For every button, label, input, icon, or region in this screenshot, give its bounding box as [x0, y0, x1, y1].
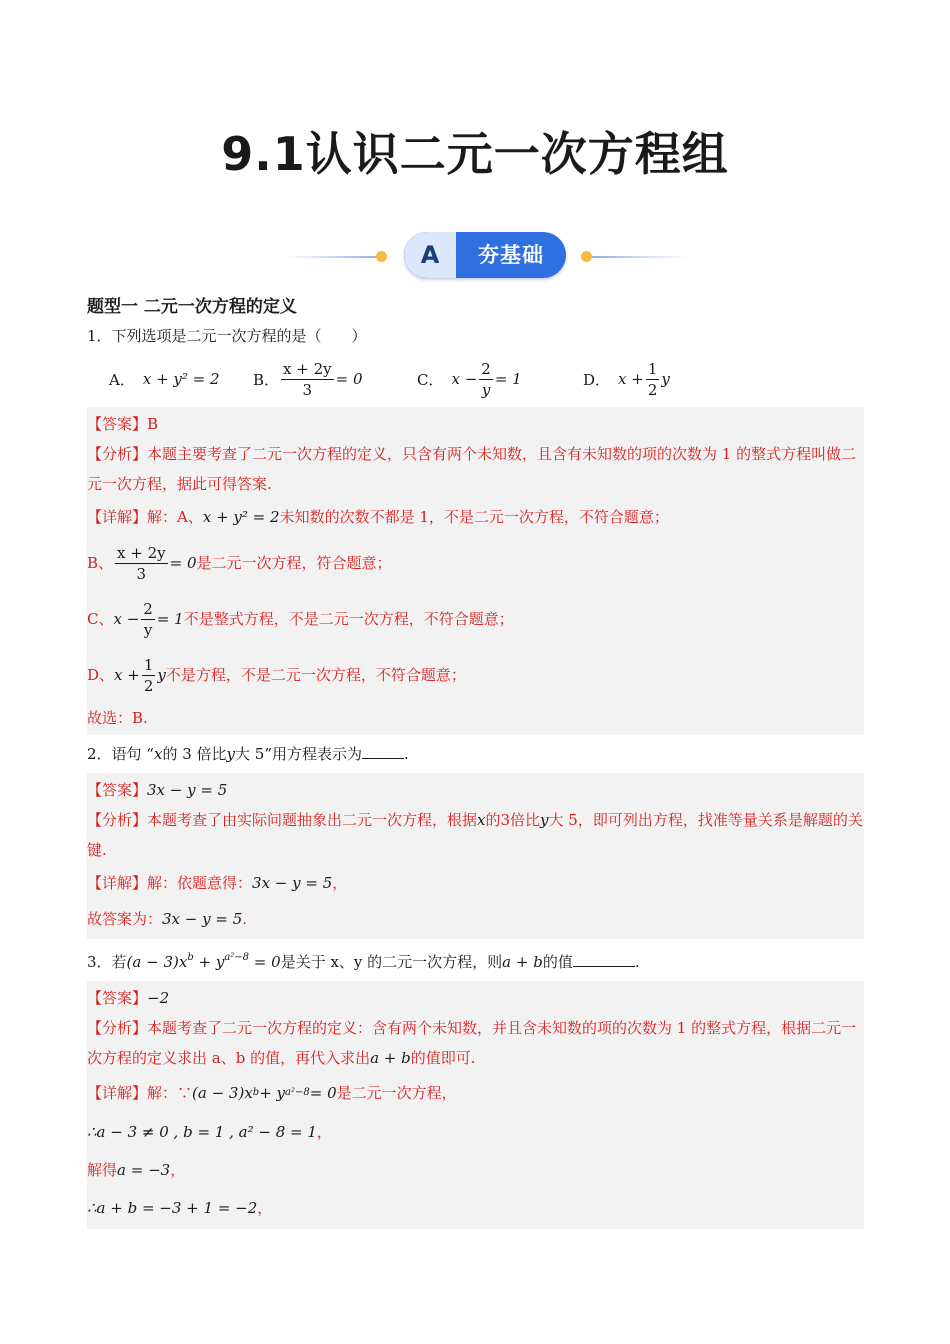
option-c-fraction: $\frac{2}{y}$: [481, 359, 491, 399]
answer-blank[interactable]: [362, 758, 404, 759]
q3-step-4: ∴a + b = −3 + 1 = −2 ，: [87, 1199, 273, 1217]
banner-label: 夯基础: [478, 243, 544, 267]
q3-analysis: 【分析】本题考查了二元一次方程的定义：含有两个未知数，并且含未知数的项的次数为 1 的整式方程，根据二元一次方程的定义求出 a、b 的值，再代入求出a + b的值即可.: [87, 1019, 857, 1067]
q3-step-3: 解得 a = −3 ，: [87, 1161, 186, 1179]
option-a-label: A．: [109, 370, 135, 389]
option-c-pre: x −: [451, 370, 478, 388]
option-d-pre: x +: [618, 370, 644, 388]
option-b-rest: = 0: [335, 370, 363, 388]
q1-detail-c: C、 x − $\frac{2}{y}$ = 1 不是整式方程，不是二元一次方程，不符合题意；: [87, 599, 514, 639]
option-d-fraction: $\frac{1}{2}$: [647, 359, 658, 399]
question-1-solution: [87, 407, 864, 735]
option-d-rest: y: [661, 370, 670, 388]
question-1-options: [87, 351, 864, 407]
q2-conclusion: 故答案为： 3x − y = 5 .: [87, 910, 248, 928]
q1-analysis: 【分析】本题主要考查了二元一次方程的定义，只含有两个未知数，且含有未知数的项的次数为 1 的整式方程叫做二元一次方程，据此可得答案.: [87, 445, 857, 493]
question-3-solution: [87, 981, 864, 1229]
q1-answer: 【答案】 B: [87, 415, 159, 433]
q1-conclusion: 故选：B.: [87, 709, 148, 727]
answer-blank[interactable]: [573, 966, 635, 967]
option-c-rest: = 1: [494, 370, 522, 388]
banner-line-left: [285, 256, 380, 258]
q1-detail-b: B、 $\frac{x + 2y}{3}$ = 0 是二元一次方程，符合题意；: [87, 543, 392, 583]
question-2-stem: 2．语句 “x的 3 倍比y大 5”用方程表示为 .: [87, 745, 409, 763]
question-1-stem: 1．下列选项是二元一次方程的是（ ）: [87, 327, 367, 345]
banner-line-right: [592, 256, 687, 258]
option-b-label: B．: [253, 370, 280, 389]
option-a-math: x + y² = 2: [142, 370, 220, 388]
page-title: 9.1认识二元一次方程组: [221, 127, 729, 181]
option-d: [583, 351, 670, 407]
q2-detail: 【详解】 解：依题意得： 3x − y = 5 ，: [87, 874, 348, 892]
option-b-fraction: $\frac{x + 2y}{3}$: [283, 359, 332, 399]
q3-detail: 【详解】 解：∵ (a − 3)x b + y a²−8 = 0 是二元一次方程，: [87, 1084, 457, 1102]
option-c: [417, 351, 522, 407]
option-d-label: D．: [583, 370, 611, 389]
banner-dot-right: [581, 251, 592, 262]
option-c-label: C．: [417, 370, 444, 389]
banner-dot-left: [376, 251, 387, 262]
q2-answer: 【答案】 3x − y = 5: [87, 781, 228, 799]
banner-pill: [404, 232, 566, 278]
q1-detail-a: 【详解】 解：A、 x + y² = 2 未知数的次数不都是 1，不是二元一次方程，不符合题意；: [87, 508, 669, 526]
section-banner: [0, 231, 950, 281]
option-a: [109, 351, 220, 407]
q1-detail-d: D、 x + $\frac{1}{2}$ y 不是方程，不是二元一次方程，不符合题意；: [87, 655, 466, 695]
q3-step-2: ∴a − 3 ≠ 0 , b = 1 , a² − 8 = 1 ，: [87, 1123, 332, 1141]
question-3-stem: 3．若$(a - 3)x^b + y^{a^2-8} = 0$是关于 x、y 的二元一次方程，则a + b的值 .: [87, 952, 640, 971]
content: [87, 293, 864, 1229]
q2-analysis: 【分析】本题考查了由实际问题抽象出二元一次方程，根据x的3倍比y大 5，即可列出方程，找准等量关系是解题的关键.: [87, 811, 863, 859]
section-heading: 题型一 二元一次方程的定义: [87, 297, 297, 317]
option-b: [253, 351, 363, 407]
question-2-solution: [87, 773, 864, 939]
banner-letter: A: [404, 232, 456, 278]
q3-answer: 【答案】 −2: [87, 989, 170, 1007]
